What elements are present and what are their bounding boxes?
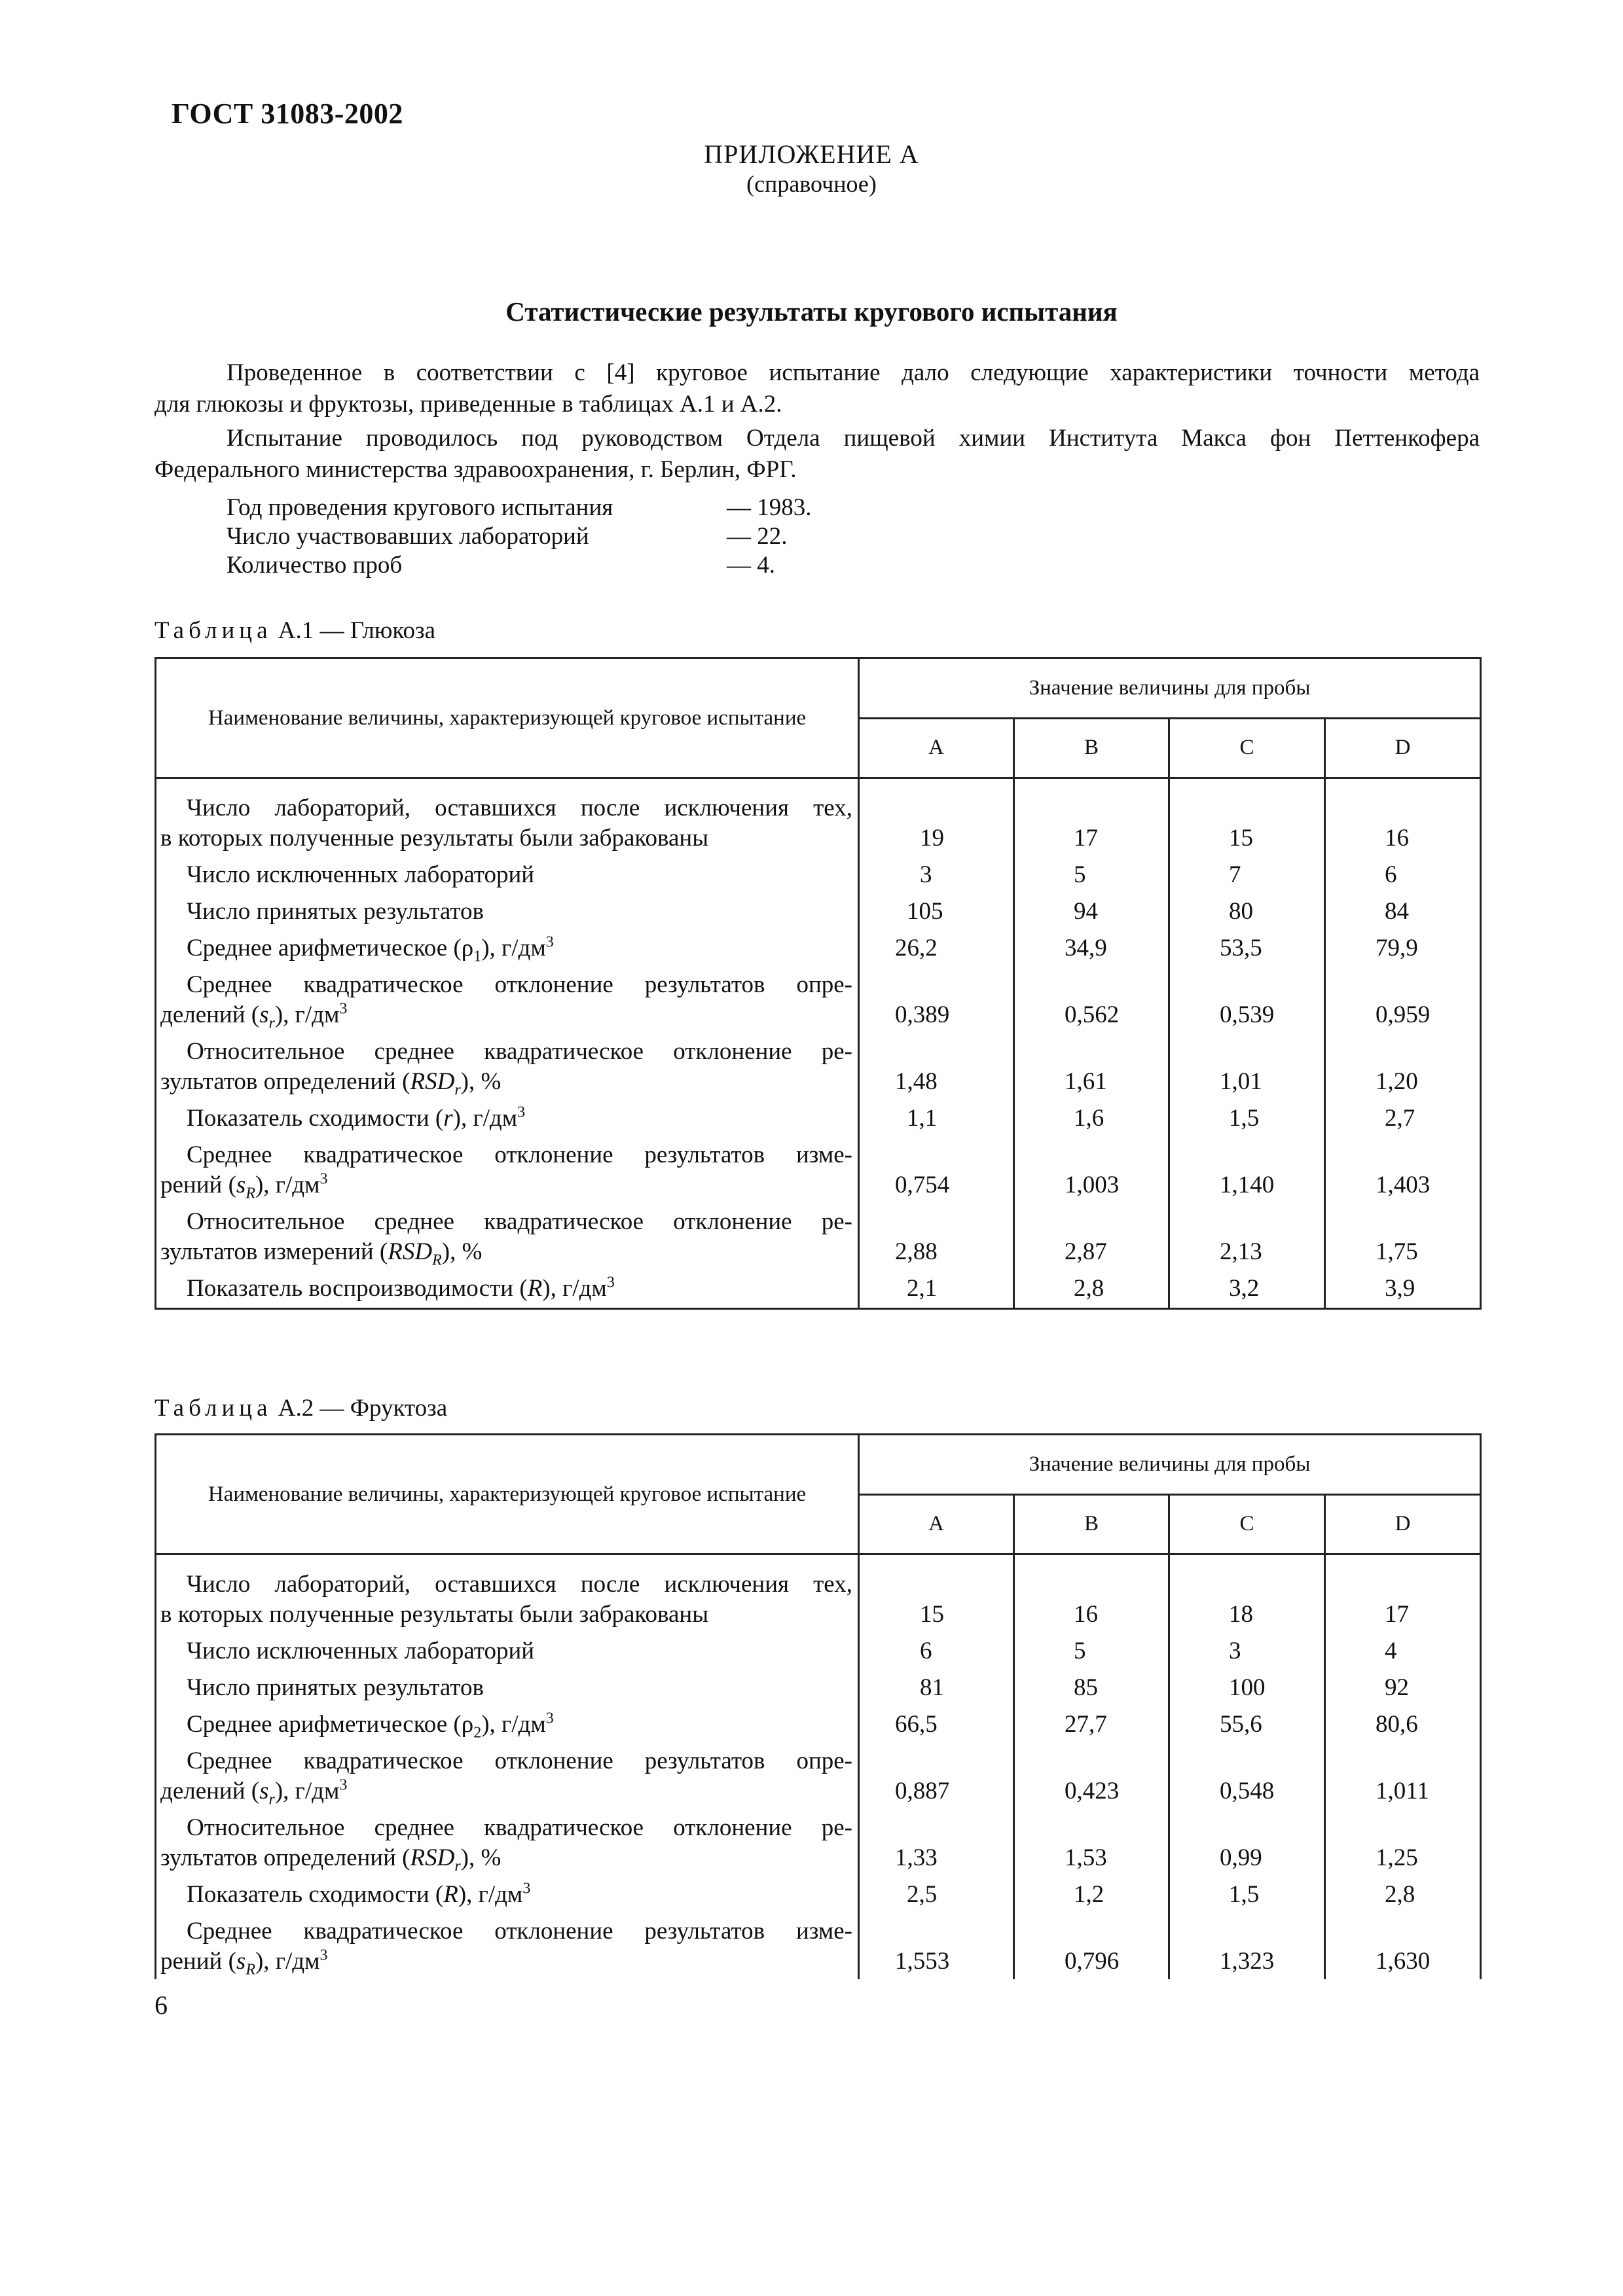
table-cell: 1,53: [1014, 1809, 1169, 1876]
row-label-superscript: 3: [606, 1274, 615, 1291]
row-label: [156, 1809, 859, 1876]
row-label-line: [160, 1746, 852, 1776]
row-label-line: [160, 1274, 852, 1304]
table-cell: 80: [1169, 893, 1325, 929]
row-label-text: Показатель воспроизводимости (R), г/дм: [187, 1275, 607, 1302]
table-cell: 0,423: [1014, 1742, 1169, 1809]
table-cell: 0,562: [1014, 966, 1169, 1033]
table-cell: 18: [1169, 1554, 1325, 1633]
table-cell: 2,5: [859, 1876, 1014, 1912]
row-label-line: [160, 1237, 852, 1267]
row-label-line: [160, 1636, 852, 1666]
row-label-line: [160, 1140, 852, 1170]
table-1-column-header: B: [1014, 718, 1169, 778]
table-cell: 1,33: [859, 1809, 1014, 1876]
paragraph-1-line-1: Проведенное в соответствии с [4] круговое испытание дало следующие характеристики точности метода: [227, 359, 1480, 386]
table-cell: 81: [859, 1669, 1014, 1706]
table-2-caption-prefix: Таблица: [155, 1395, 272, 1422]
row-label-line: [160, 1673, 852, 1703]
row-label-text: ), г/дм: [274, 1778, 340, 1804]
table-cell: 55,6: [1169, 1706, 1325, 1742]
row-label-text: ), г/дм: [481, 1711, 546, 1738]
row-label-text: рений (s: [160, 1948, 246, 1975]
row-label: [156, 1669, 859, 1706]
row-label-line: [160, 1570, 852, 1600]
table-row: [156, 1742, 1481, 1809]
row-label-text: Относительное среднее квадратическое отклонение ре-: [187, 1208, 852, 1235]
table-cell: 80,6: [1325, 1706, 1481, 1742]
table-2-group-header: Значение величины для пробы: [859, 1435, 1481, 1495]
row-label: [156, 1876, 859, 1912]
table-cell: 0,796: [1014, 1912, 1169, 1979]
row-label: [156, 1632, 859, 1669]
row-label: [156, 856, 859, 893]
table-2-column-header: D: [1325, 1494, 1481, 1554]
table-1-group-header: Значение величины для пробы: [859, 658, 1481, 719]
table-cell: 79,9: [1325, 929, 1481, 966]
row-label-line: [160, 897, 852, 927]
table-cell: 66,5: [859, 1706, 1014, 1742]
row-label-superscript: 3: [339, 1776, 348, 1794]
row-label-text: делений (s: [160, 1778, 269, 1804]
table-cell: 105: [859, 893, 1014, 929]
row-label-line: [160, 1037, 852, 1067]
row-label-subscript: 2: [473, 1724, 482, 1742]
row-label-text: ), г/дм: [274, 1001, 340, 1028]
table-2-body: [156, 1554, 1481, 1980]
row-label-text: ), г/дм: [255, 1948, 320, 1975]
table-cell: 1,01: [1169, 1033, 1325, 1100]
row-label-line: [160, 1600, 852, 1630]
row-label-text: Среднее квадратическое отклонение результатов изме-: [187, 1141, 852, 1168]
row-label: [156, 1742, 859, 1809]
row-label-text: Среднее арифметическое (ρ: [187, 935, 474, 961]
row-label-superscript: 3: [517, 1103, 526, 1121]
row-label: [156, 929, 859, 966]
row-label-text: ), %: [460, 1844, 501, 1871]
fact-label: Количество проб: [227, 552, 403, 579]
row-label-subscript: r: [454, 1857, 461, 1875]
table-cell: 34,9: [1014, 929, 1169, 966]
table-cell: 1,5: [1169, 1876, 1325, 1912]
table-cell: 2,1: [859, 1270, 1014, 1309]
row-label-line: [160, 823, 852, 853]
paragraph-2-line-2: Федерального министерства здравоохранения, г. Берлин, ФРГ.: [155, 456, 797, 483]
row-label: [156, 966, 859, 1033]
table-row: [156, 1100, 1481, 1136]
table-cell: 15: [859, 1554, 1014, 1633]
appendix-title: ПРИЛОЖЕНИЕ А: [704, 139, 919, 169]
table-2-caption: [155, 1394, 447, 1422]
table-cell: 0,887: [859, 1742, 1014, 1809]
table-cell: 0,389: [859, 966, 1014, 1033]
row-label-line: [160, 1207, 852, 1237]
row-label-text: Число принятых результатов: [187, 1674, 484, 1701]
table-row: [156, 1203, 1481, 1270]
table-cell: 85: [1014, 1669, 1169, 1706]
paragraph-2-line-1: Испытание проводилось под руководством Отдела пищевой химии Института Макса фон Петтенкофера: [227, 425, 1480, 452]
row-label-superscript: 3: [319, 1946, 328, 1964]
row-label-superscript: 3: [545, 933, 554, 951]
row-label: [156, 1270, 859, 1309]
row-label-text: Число принятых результатов: [187, 898, 484, 925]
table-cell: 1,48: [859, 1033, 1014, 1100]
row-label-line: [160, 1170, 852, 1200]
row-label-line: [160, 1946, 852, 1977]
table-cell: 6: [859, 1632, 1014, 1669]
table-cell: 15: [1169, 778, 1325, 857]
table-cell: 16: [1014, 1554, 1169, 1633]
row-label-superscript: 3: [319, 1170, 328, 1188]
table-cell: 2,8: [1325, 1876, 1481, 1912]
table-cell: 27,7: [1014, 1706, 1169, 1742]
row-label-text: ), г/дм: [481, 935, 546, 961]
table-cell: 1,403: [1325, 1136, 1481, 1203]
row-label: [156, 1554, 859, 1633]
row-label-text: Относительное среднее квадратическое отклонение ре-: [187, 1814, 852, 1841]
table-cell: 0,539: [1169, 966, 1325, 1033]
table-cell: 0,99: [1169, 1809, 1325, 1876]
row-label-text: делений (s: [160, 1001, 269, 1028]
table-cell: 1,75: [1325, 1203, 1481, 1270]
table-cell: 1,140: [1169, 1136, 1325, 1203]
table-fructose: [155, 1433, 1482, 1979]
table-cell: 1,2: [1014, 1876, 1169, 1912]
table-cell: 92: [1325, 1669, 1481, 1706]
table-row: [156, 929, 1481, 966]
row-label: [156, 1706, 859, 1742]
table-cell: 1,011: [1325, 1742, 1481, 1809]
table-cell: 3: [1169, 1632, 1325, 1669]
table-cell: 0,959: [1325, 966, 1481, 1033]
table-cell: 84: [1325, 893, 1481, 929]
table-cell: 1,61: [1014, 1033, 1169, 1100]
row-label-text: Среднее квадратическое отклонение результатов изме-: [187, 1918, 852, 1945]
row-label-text: ), %: [460, 1068, 501, 1095]
section-title: Статистические результаты кругового испытания: [505, 296, 1118, 327]
row-label-text: ), г/дм: [255, 1172, 320, 1198]
row-label-text: рений (s: [160, 1172, 246, 1198]
row-label-text: Число лабораторий, оставшихся после исключения тех,: [187, 795, 852, 821]
row-label-text: Число лабораторий, оставшихся после исключения тех,: [187, 1571, 852, 1598]
row-label: [156, 1100, 859, 1136]
table-1-caption-title: А.1 — Глюкоза: [278, 617, 436, 644]
row-label: [156, 1033, 859, 1100]
table-row: [156, 1706, 1481, 1742]
row-label: [156, 1203, 859, 1270]
row-label-subscript: r: [268, 1791, 275, 1808]
row-label-text: Число исключенных лабораторий: [187, 861, 535, 888]
row-label-line: [160, 1710, 852, 1740]
paragraph-1-line-2: для глюкозы и фруктозы, приведенные в таблицах А.1 и А.2.: [155, 391, 782, 418]
row-label-text: Среднее арифметическое (ρ: [187, 1711, 474, 1738]
page-number: 6: [155, 1990, 168, 2020]
row-label-line: [160, 1103, 852, 1134]
table-2-name-header: Наименование величины, характеризующей круговое испытание: [156, 1435, 859, 1554]
row-label-text: Среднее квадратическое отклонение результатов опре-: [187, 1748, 852, 1774]
row-label-text: Относительное среднее квадратическое отклонение ре-: [187, 1038, 852, 1065]
table-cell: 0,754: [859, 1136, 1014, 1203]
table-glucose: [155, 657, 1482, 1310]
table-cell: 1,25: [1325, 1809, 1481, 1876]
table-1-name-header: Наименование величины, характеризующей круговое испытание: [156, 658, 859, 778]
appendix-subtitle: (справочное): [746, 171, 877, 197]
row-label: [156, 1912, 859, 1979]
table-cell: 26,2: [859, 929, 1014, 966]
table-cell: 1,630: [1325, 1912, 1481, 1979]
paragraph-1: [155, 357, 1480, 420]
row-label-text: зультатов определений (RSD: [160, 1068, 455, 1095]
row-label-text: Показатель сходимости (R), г/дм: [187, 1881, 523, 1908]
table-cell: 1,5: [1169, 1100, 1325, 1136]
table-cell: 17: [1325, 1554, 1481, 1633]
table-cell: 94: [1014, 893, 1169, 929]
table-1-column-header: D: [1325, 718, 1481, 778]
row-label-line: [160, 1776, 852, 1806]
row-label-superscript: 3: [339, 1000, 348, 1018]
row-label-line: [160, 793, 852, 823]
row-label-line: [160, 1916, 852, 1946]
table-cell: 1,20: [1325, 1033, 1481, 1100]
table-cell: 0,548: [1169, 1742, 1325, 1809]
table-cell: 16: [1325, 778, 1481, 857]
table-cell: 5: [1014, 856, 1169, 893]
standard-number: ГОСТ 31083-2002: [172, 98, 403, 130]
row-label-text: Среднее квадратическое отклонение результатов опре-: [187, 971, 852, 998]
row-label: [156, 893, 859, 929]
table-cell: 1,1: [859, 1100, 1014, 1136]
row-label-subscript: 1: [473, 948, 482, 965]
row-label-text: в которых полученные результаты были забракованы: [160, 825, 709, 852]
paragraph-2: [155, 423, 1480, 486]
fact-label: Год проведения кругового испытания: [227, 494, 613, 521]
table-cell: 1,6: [1014, 1100, 1169, 1136]
table-row: [156, 1632, 1481, 1669]
row-label-subscript: R: [246, 1961, 255, 1979]
row-label-line: [160, 1813, 852, 1843]
row-label-superscript: 3: [545, 1710, 554, 1727]
table-cell: 2,13: [1169, 1203, 1325, 1270]
row-label-line: [160, 860, 852, 890]
table-2-column-header: C: [1169, 1494, 1325, 1554]
table-cell: 2,87: [1014, 1203, 1169, 1270]
table-1-column-header: C: [1169, 718, 1325, 778]
fact-value: — 22.: [727, 523, 788, 550]
table-cell: 100: [1169, 1669, 1325, 1706]
row-label: [156, 778, 859, 857]
table-row: [156, 856, 1481, 893]
table-cell: 1,323: [1169, 1912, 1325, 1979]
table-cell: 4: [1325, 1632, 1481, 1669]
table-1-column-header: A: [859, 718, 1014, 778]
table-1-body: [156, 778, 1481, 1309]
row-label-line: [160, 933, 852, 963]
fact-value: — 4.: [727, 552, 775, 579]
table-cell: 2,88: [859, 1203, 1014, 1270]
table-row: [156, 1136, 1481, 1203]
table-2-column-header: B: [1014, 1494, 1169, 1554]
fact-label: Число участвовавших лабораторий: [227, 523, 589, 550]
table-row: [156, 1809, 1481, 1876]
row-label-superscript: 3: [522, 1880, 531, 1897]
row-label-text: Число исключенных лабораторий: [187, 1638, 535, 1664]
table-2-caption-title: А.2 — Фруктоза: [278, 1395, 448, 1422]
table-cell: 3,2: [1169, 1270, 1325, 1309]
table-cell: 6: [1325, 856, 1481, 893]
table-cell: 53,5: [1169, 929, 1325, 966]
row-label-line: [160, 1880, 852, 1910]
table-cell: 2,7: [1325, 1100, 1481, 1136]
table-row: [156, 778, 1481, 857]
table-cell: 17: [1014, 778, 1169, 857]
row-label-line: [160, 1067, 852, 1097]
row-label-line: [160, 1000, 852, 1030]
row-label-subscript: R: [246, 1185, 255, 1202]
table-1-caption-prefix: Таблица: [155, 617, 272, 644]
table-row: [156, 1270, 1481, 1309]
row-label-text: ), %: [441, 1238, 483, 1265]
table-row: [156, 1912, 1481, 1979]
table-cell: 1,553: [859, 1912, 1014, 1979]
row-label-line: [160, 970, 852, 1000]
row-label-subscript: r: [268, 1014, 275, 1032]
table-1-caption: [155, 617, 435, 645]
table-cell: 5: [1014, 1632, 1169, 1669]
row-label: [156, 1136, 859, 1203]
row-label-text: зультатов измерений (RSD: [160, 1238, 433, 1265]
table-row: [156, 1876, 1481, 1912]
fact-value: — 1983.: [727, 494, 812, 521]
table-row: [156, 1033, 1481, 1100]
table-cell: 3,9: [1325, 1270, 1481, 1309]
row-label-subscript: R: [432, 1251, 442, 1269]
table-cell: 3: [859, 856, 1014, 893]
table-row: [156, 966, 1481, 1033]
table-row: [156, 1669, 1481, 1706]
table-cell: 1,003: [1014, 1136, 1169, 1203]
row-label-line: [160, 1843, 852, 1873]
row-label-subscript: r: [454, 1081, 461, 1099]
table-cell: 19: [859, 778, 1014, 857]
table-2-column-header: A: [859, 1494, 1014, 1554]
table-row: [156, 1554, 1481, 1633]
row-label-text: в которых полученные результаты были забракованы: [160, 1601, 709, 1628]
table-row: [156, 893, 1481, 929]
table-cell: 7: [1169, 856, 1325, 893]
row-label-text: Показатель сходимости (r), г/дм: [187, 1105, 518, 1132]
row-label-text: зультатов определений (RSD: [160, 1844, 455, 1871]
table-cell: 2,8: [1014, 1270, 1169, 1309]
